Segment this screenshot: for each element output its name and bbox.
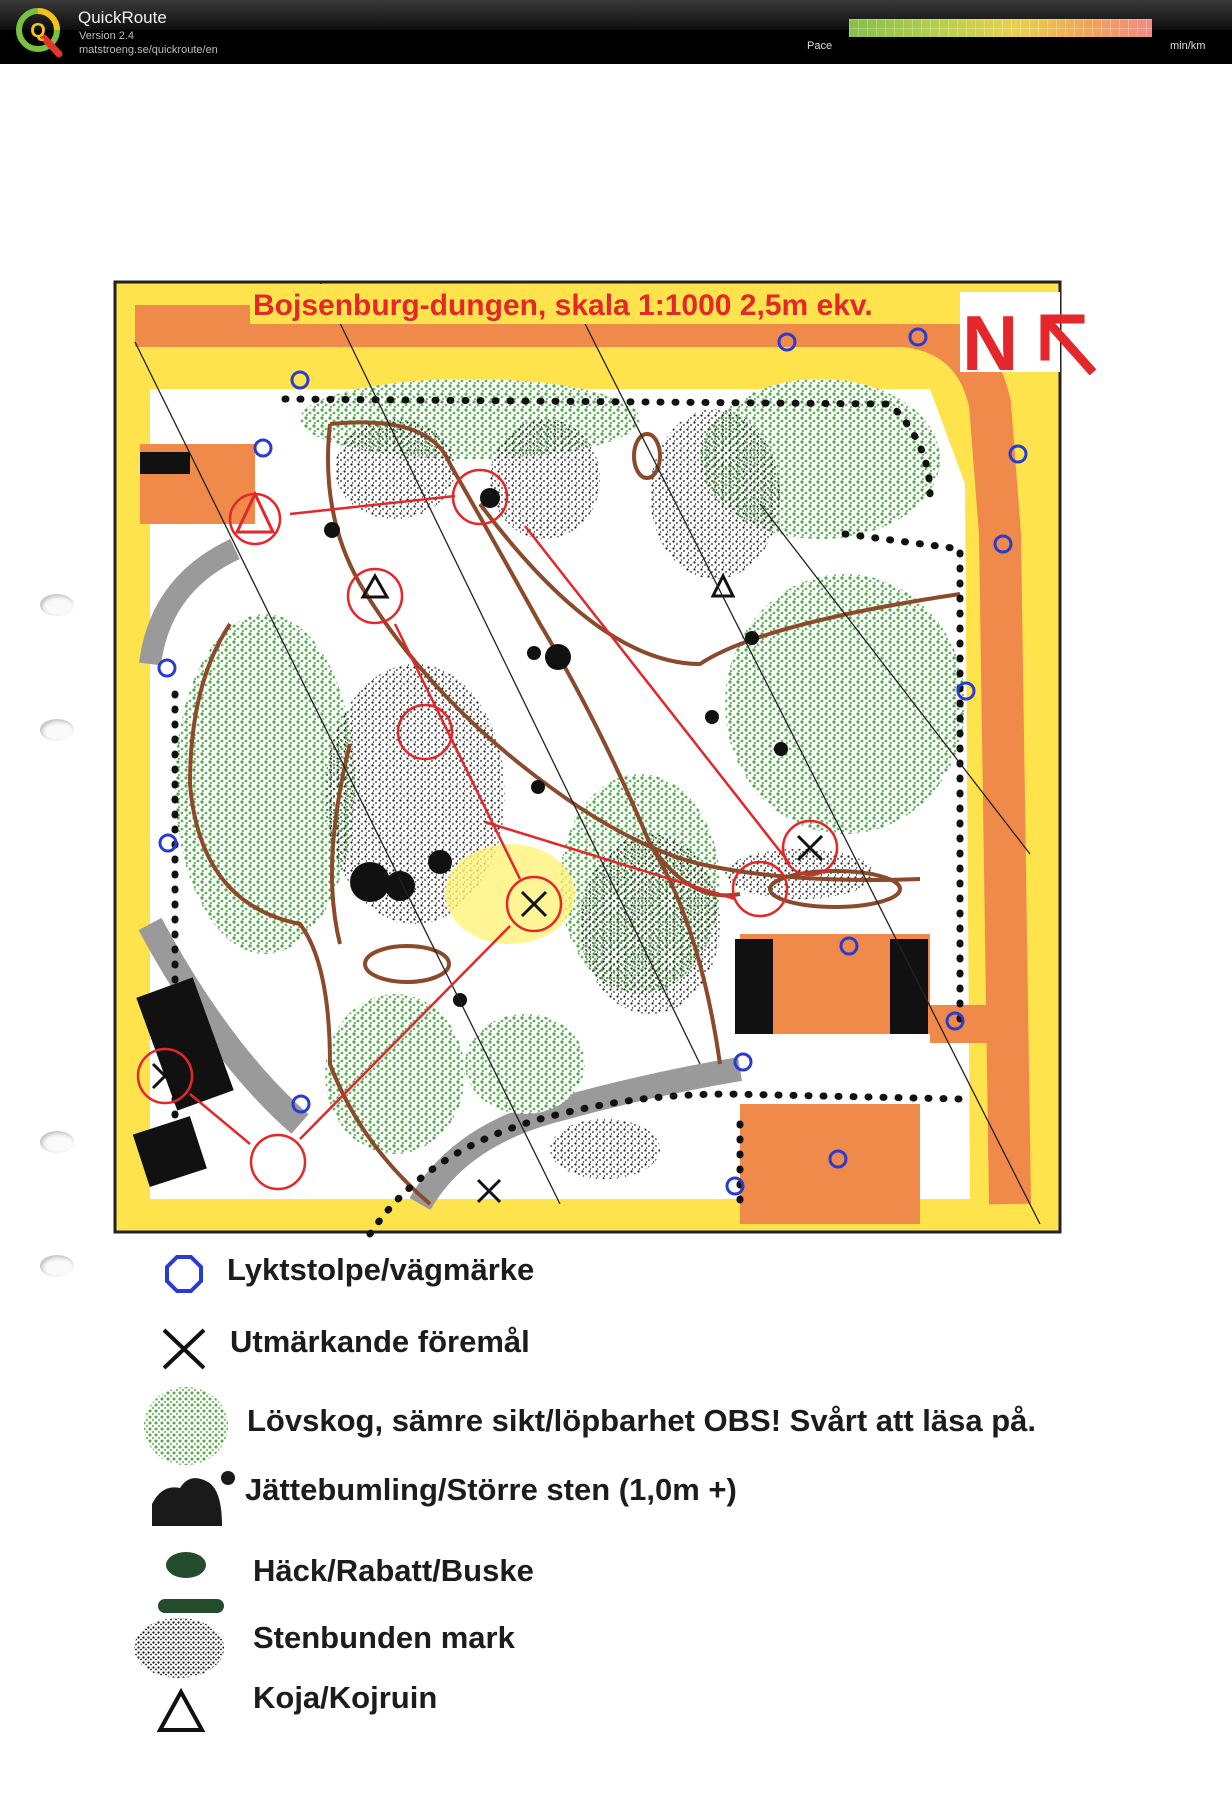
hedge-icon bbox=[154, 1549, 240, 1619]
app-version: Version 2.4 bbox=[79, 30, 135, 42]
forest-patch bbox=[465, 1014, 585, 1114]
north-letter: N bbox=[962, 299, 1019, 387]
svg-text:Q: Q bbox=[30, 20, 46, 42]
legend-label: Lyktstolpe/vägmärke bbox=[227, 1252, 535, 1287]
legend-item bbox=[0, 1385, 1232, 1455]
legend-label: Lövskog, sämre sikt/löpbarhet OBS! Svårt att läsa på. bbox=[247, 1403, 1037, 1438]
stony-ground bbox=[650, 409, 780, 579]
legend-label: Jättebumling/Större sten (1,0m +) bbox=[245, 1472, 737, 1507]
pace-label: Pace bbox=[807, 40, 833, 52]
lamp-post-icon bbox=[164, 1254, 204, 1294]
legend-item bbox=[0, 1462, 1232, 1532]
hut-icon bbox=[156, 1688, 206, 1734]
distinct-object-icon bbox=[160, 1326, 208, 1372]
legend-item bbox=[0, 1543, 1232, 1613]
legend-label: Utmärkande föremål bbox=[230, 1324, 530, 1359]
stony-ground bbox=[335, 419, 455, 519]
legend-label: Koja/Kojruin bbox=[253, 1680, 438, 1715]
building bbox=[890, 939, 928, 1034]
map-title: Bojsenburg-dungen, skala 1:1000 2,5m ekv. bbox=[253, 289, 873, 322]
pace-color-scale bbox=[849, 19, 1152, 37]
pace-unit-label: min/km bbox=[1170, 40, 1206, 52]
quickroute-logo-icon bbox=[14, 6, 64, 58]
stony-ground bbox=[490, 419, 600, 539]
deciduous-forest-icon bbox=[142, 1385, 230, 1467]
legend-item bbox=[0, 1240, 1232, 1310]
legend-label: Stenbunden mark bbox=[253, 1620, 515, 1655]
boulder-icon bbox=[150, 1468, 240, 1530]
forest-patch bbox=[325, 994, 465, 1154]
building bbox=[735, 939, 773, 1034]
legend-label: Häck/Rabatt/Buske bbox=[253, 1553, 534, 1588]
app-title: QuickRoute bbox=[78, 8, 167, 27]
legend-item bbox=[0, 1312, 1232, 1382]
orienteering-map[interactable] bbox=[0, 64, 1232, 1244]
legend-item bbox=[0, 1678, 1232, 1748]
stony-ground bbox=[550, 1119, 660, 1179]
legend-item bbox=[0, 1612, 1232, 1682]
stony-ground-icon bbox=[132, 1616, 226, 1680]
app-header bbox=[0, 0, 1232, 64]
app-url[interactable]: matstroeng.se/quickroute/en bbox=[79, 44, 218, 56]
building bbox=[140, 452, 190, 474]
